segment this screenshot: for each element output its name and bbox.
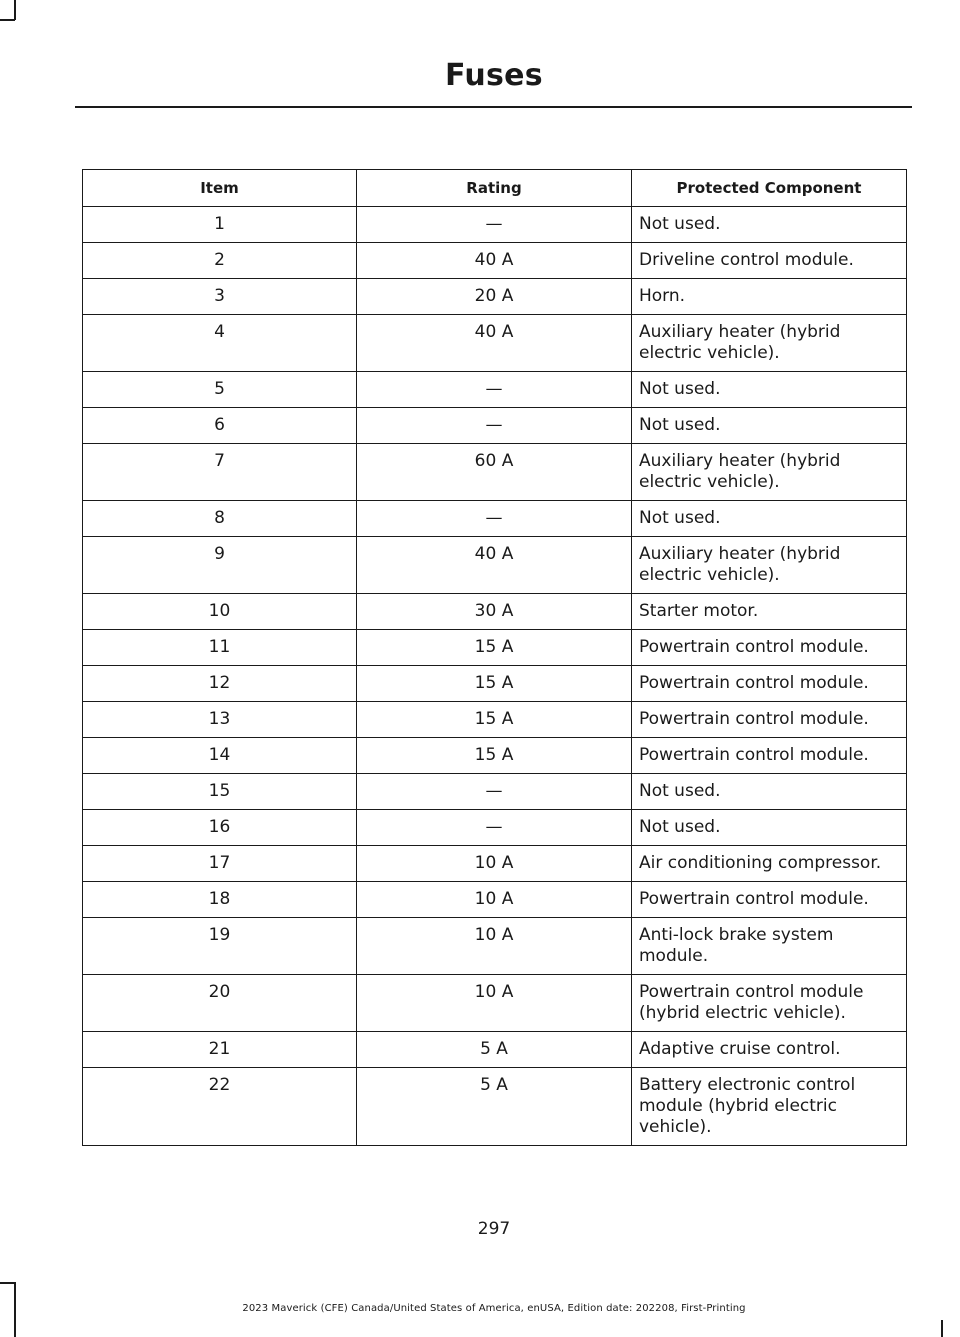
table-row [83, 630, 907, 666]
cell-rating: — [357, 372, 632, 408]
cell-item: 3 [83, 279, 357, 315]
table-row [83, 279, 907, 315]
crop-mark-bottom-right-vertical [941, 1320, 943, 1337]
table-row [83, 738, 907, 774]
table-row [83, 846, 907, 882]
page-title: Fuses [445, 58, 543, 93]
cell-item: 4 [83, 315, 357, 372]
cell-protected-component: Adaptive cruise control. [632, 1032, 907, 1068]
cell-rating: 5 A [357, 1032, 632, 1068]
table-row [83, 372, 907, 408]
cell-protected-component: Auxiliary heater (hybrid electric vehicle). [632, 537, 907, 594]
cell-protected-component: Horn. [632, 279, 907, 315]
cell-item: 2 [83, 243, 357, 279]
cell-rating: 20 A [357, 279, 632, 315]
cell-rating: 15 A [357, 630, 632, 666]
table-row [83, 315, 907, 372]
cell-protected-component: Air conditioning compressor. [632, 846, 907, 882]
table-row [83, 810, 907, 846]
cell-protected-component: Powertrain control module. [632, 666, 907, 702]
cell-rating: 10 A [357, 918, 632, 975]
table-row [83, 774, 907, 810]
table-body [83, 207, 907, 1146]
page-number: 297 [477, 1219, 511, 1239]
table-header-row [83, 170, 907, 207]
cell-rating: — [357, 207, 632, 243]
table-row [83, 408, 907, 444]
cell-item: 7 [83, 444, 357, 501]
cell-item: 11 [83, 630, 357, 666]
footer-edition-text: 2023 Maverick (CFE) Canada/United States of America, enUSA, Edition date: 202208, First-Printing [242, 1303, 746, 1314]
cell-protected-component: Powertrain control module. [632, 882, 907, 918]
crop-mark-top-left-horizontal [0, 19, 15, 21]
cell-item: 5 [83, 372, 357, 408]
cell-rating: 30 A [357, 594, 632, 630]
cell-protected-component: Battery electronic control module (hybrid electric vehicle). [632, 1068, 907, 1146]
cell-rating: 5 A [357, 1068, 632, 1146]
table-row [83, 537, 907, 594]
cell-item: 6 [83, 408, 357, 444]
table-row [83, 207, 907, 243]
table-row [83, 594, 907, 630]
cell-item: 8 [83, 501, 357, 537]
header-protected-component: Protected Component [632, 170, 907, 207]
cell-rating: 10 A [357, 975, 632, 1032]
cell-rating: 15 A [357, 702, 632, 738]
cell-item: 21 [83, 1032, 357, 1068]
cell-protected-component: Not used. [632, 810, 907, 846]
cell-protected-component: Anti-lock brake system module. [632, 918, 907, 975]
fuse-table [82, 169, 907, 1146]
cell-protected-component: Powertrain control module (hybrid electric vehicle). [632, 975, 907, 1032]
cell-item: 1 [83, 207, 357, 243]
cell-rating: — [357, 810, 632, 846]
cell-item: 22 [83, 1068, 357, 1146]
table-row [83, 882, 907, 918]
cell-item: 18 [83, 882, 357, 918]
crop-mark-top-left-vertical [14, 0, 16, 20]
cell-rating: 40 A [357, 315, 632, 372]
cell-rating: — [357, 408, 632, 444]
cell-item: 17 [83, 846, 357, 882]
cell-protected-component: Not used. [632, 207, 907, 243]
cell-rating: 15 A [357, 738, 632, 774]
table-row [83, 243, 907, 279]
cell-protected-component: Starter motor. [632, 594, 907, 630]
cell-rating: 40 A [357, 243, 632, 279]
cell-protected-component: Not used. [632, 774, 907, 810]
cell-protected-component: Auxiliary heater (hybrid electric vehicle). [632, 315, 907, 372]
table-row [83, 975, 907, 1032]
crop-mark-bottom-left-horizontal [0, 1282, 15, 1284]
cell-protected-component: Not used. [632, 408, 907, 444]
header-item: Item [83, 170, 357, 207]
cell-item: 14 [83, 738, 357, 774]
cell-item: 20 [83, 975, 357, 1032]
cell-rating: 60 A [357, 444, 632, 501]
cell-rating: 10 A [357, 846, 632, 882]
title-divider [75, 106, 912, 108]
cell-item: 19 [83, 918, 357, 975]
cell-item: 10 [83, 594, 357, 630]
cell-protected-component: Powertrain control module. [632, 702, 907, 738]
table-row [83, 1032, 907, 1068]
cell-rating: 15 A [357, 666, 632, 702]
cell-item: 9 [83, 537, 357, 594]
table-row [83, 918, 907, 975]
cell-protected-component: Driveline control module. [632, 243, 907, 279]
cell-rating: — [357, 774, 632, 810]
table-row [83, 501, 907, 537]
cell-rating: 10 A [357, 882, 632, 918]
cell-item: 16 [83, 810, 357, 846]
cell-protected-component: Not used. [632, 501, 907, 537]
cell-item: 13 [83, 702, 357, 738]
header-rating: Rating [357, 170, 632, 207]
cell-rating: 40 A [357, 537, 632, 594]
cell-item: 15 [83, 774, 357, 810]
table-row [83, 666, 907, 702]
cell-protected-component: Not used. [632, 372, 907, 408]
table-row [83, 444, 907, 501]
cell-item: 12 [83, 666, 357, 702]
cell-protected-component: Powertrain control module. [632, 738, 907, 774]
cell-protected-component: Auxiliary heater (hybrid electric vehicle). [632, 444, 907, 501]
cell-rating: — [357, 501, 632, 537]
cell-protected-component: Powertrain control module. [632, 630, 907, 666]
table-row [83, 702, 907, 738]
table-row [83, 1068, 907, 1146]
